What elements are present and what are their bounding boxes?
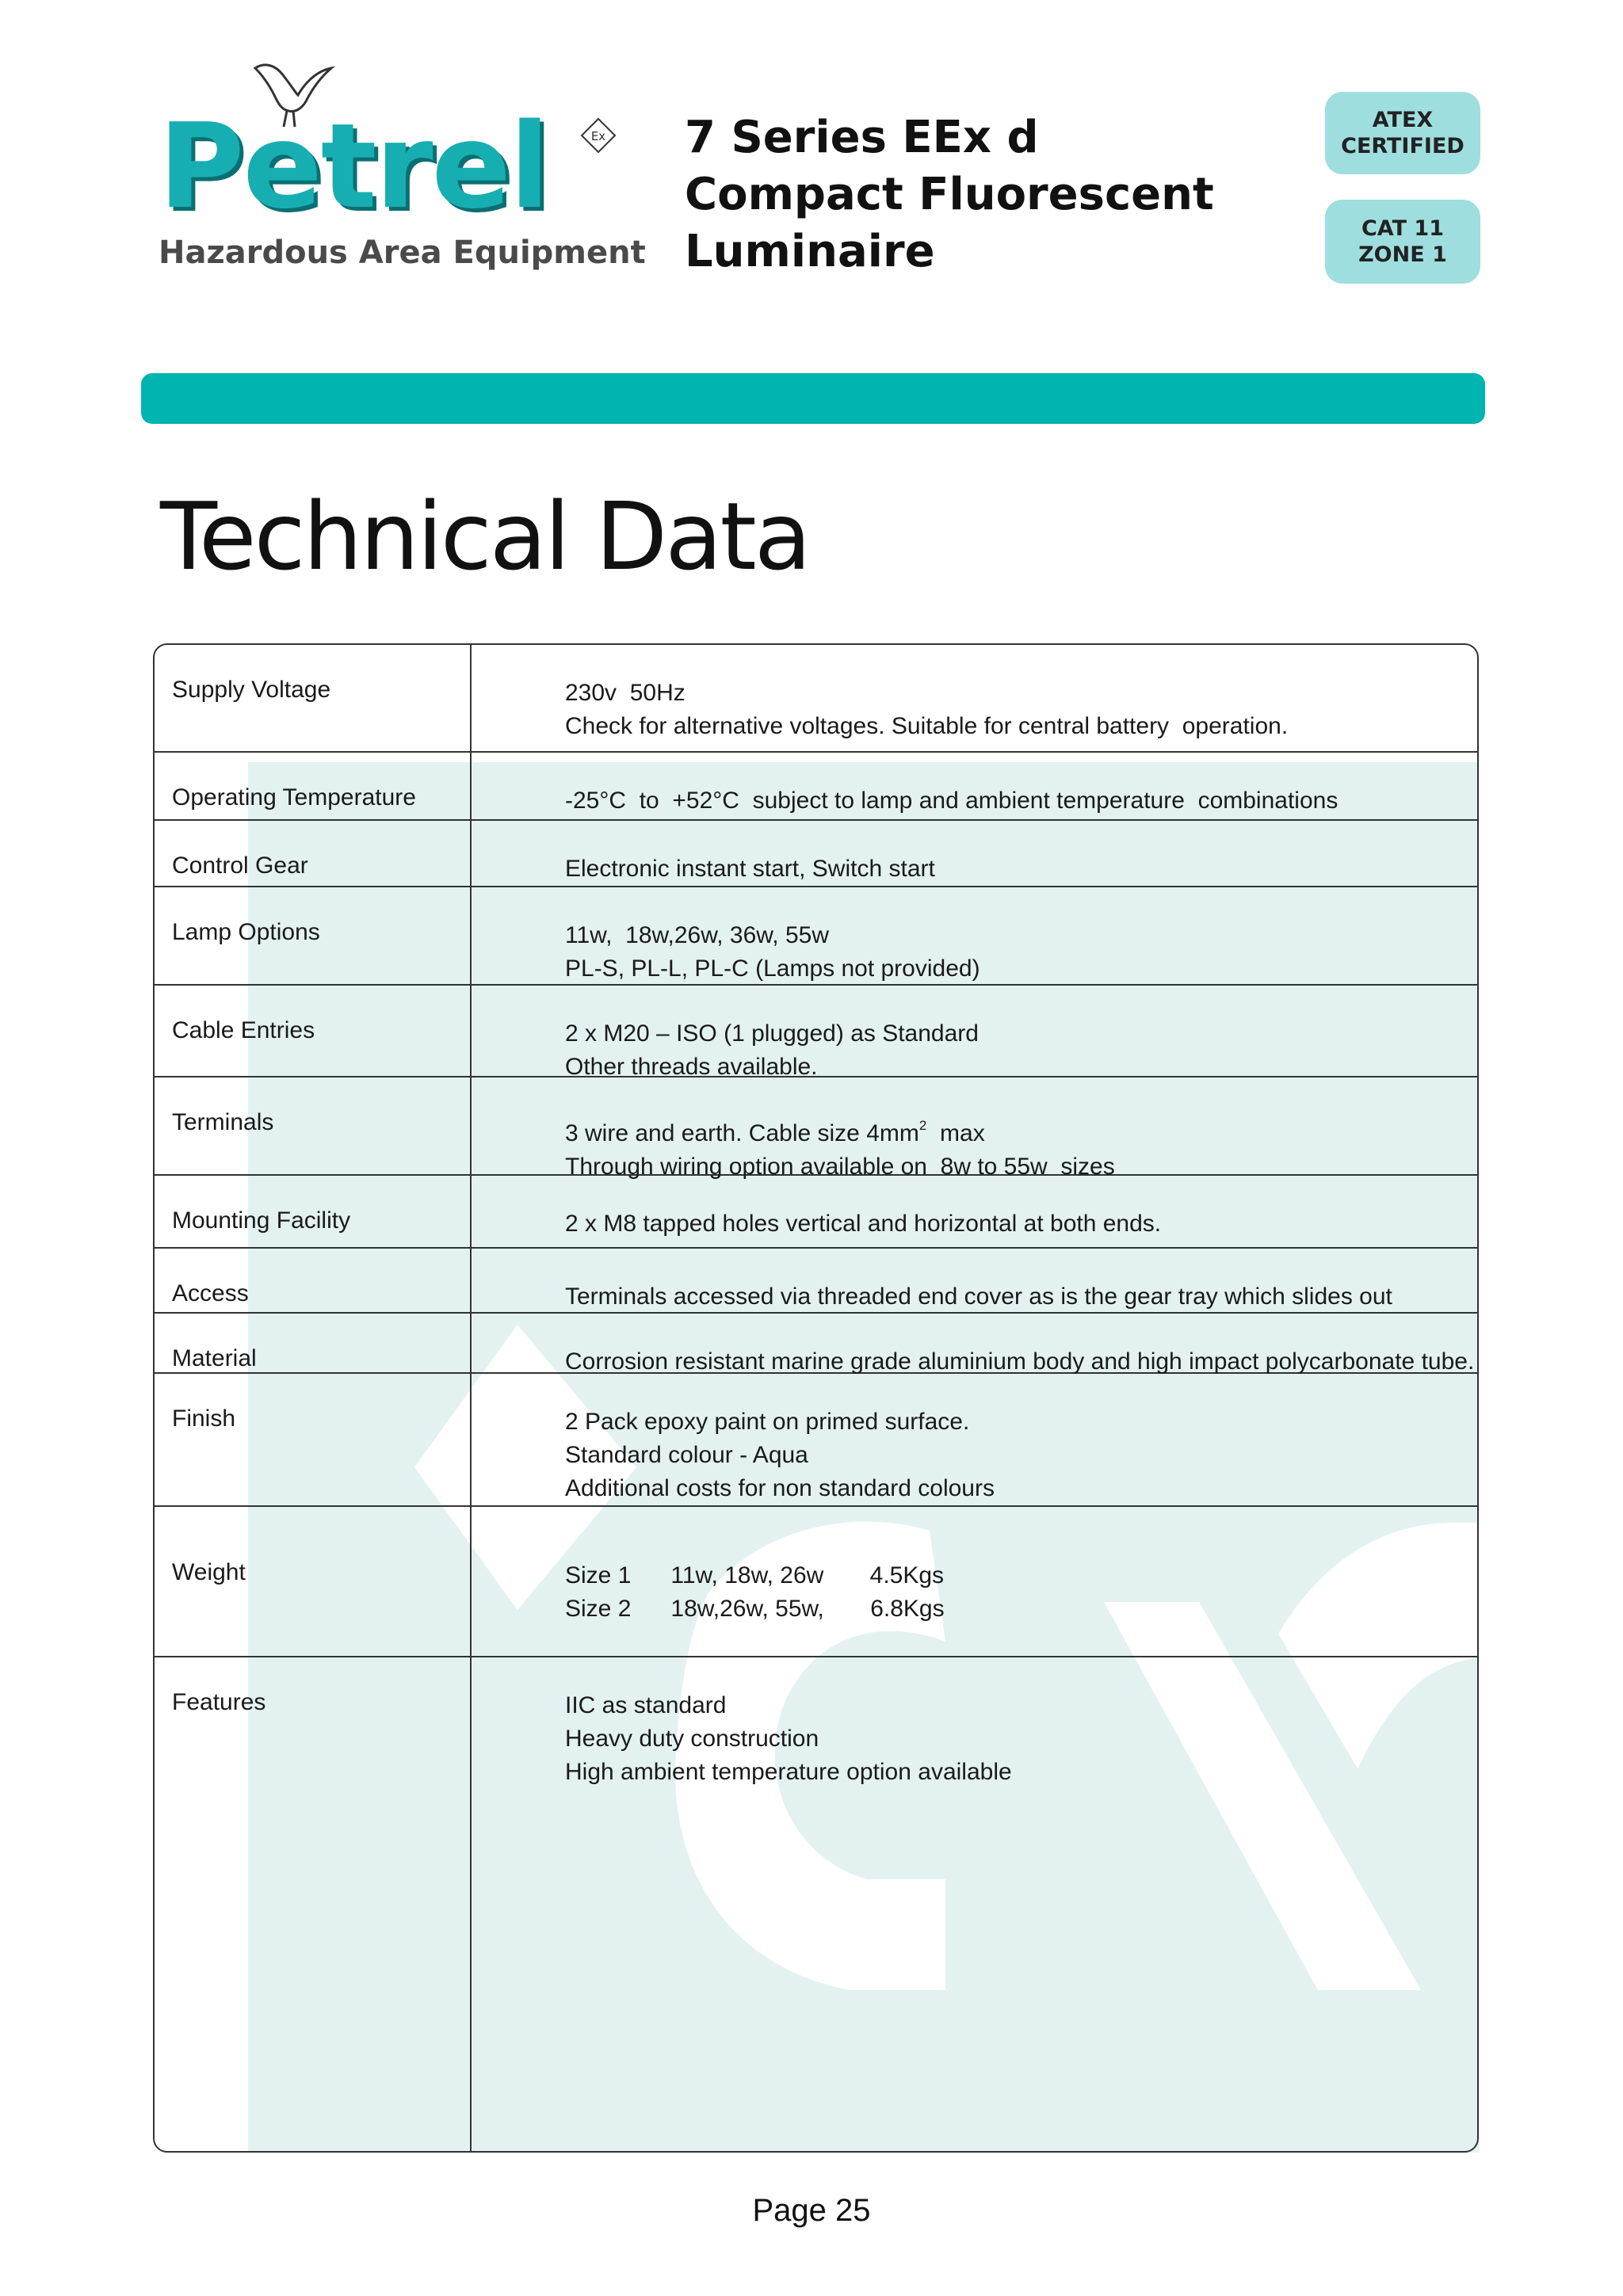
value-line: Through wiring option available on 8w to 55w sizes <box>565 1154 1115 1180</box>
brand-name: Petrel <box>158 98 548 235</box>
row-value <box>565 919 980 986</box>
row-label: Access <box>172 1280 249 1306</box>
value-text: 3 wire and earth. Cable size 4mm <box>565 1120 919 1146</box>
atex-certified-badge <box>1325 92 1480 174</box>
row-value <box>565 1109 1115 1184</box>
table-row <box>155 1507 1477 1657</box>
badge-line: ATEX <box>1372 108 1434 132</box>
row-value <box>565 1017 979 1084</box>
technical-data-table <box>153 643 1479 2153</box>
product-title-line: Luminaire <box>685 226 935 277</box>
table-row <box>155 986 1477 1080</box>
product-title <box>685 109 1255 280</box>
row-label: Finish <box>172 1405 236 1432</box>
zone-badge <box>1325 200 1480 284</box>
value-text: max <box>926 1120 985 1146</box>
table-row <box>155 1249 1477 1314</box>
brand-tagline: Hazardous Area Equipment <box>158 235 646 271</box>
row-label: Operating Temperature <box>172 784 416 810</box>
value-line: Standard colour - Aqua <box>565 1442 808 1468</box>
value-line: Heavy duty construction <box>565 1726 819 1752</box>
row-value <box>565 1689 1012 1789</box>
badge-line: CERTIFIED <box>1341 134 1465 158</box>
table-row <box>155 645 1477 753</box>
row-label: Weight <box>172 1559 246 1585</box>
row-label: Terminals <box>172 1109 274 1135</box>
value-line: Check for alternative voltages. Suitable for central battery operation. <box>565 713 1289 739</box>
table-row <box>155 1314 1477 1374</box>
row-label: Cable Entries <box>172 1017 315 1043</box>
value-line: -25°C to +52°C subject to lamp and ambient temperature combinations <box>565 788 1338 814</box>
row-value <box>565 1559 945 1626</box>
value-line: Corrosion resistant marine grade aluminium body and high impact polycarbonate tube. <box>565 1348 1475 1375</box>
section-title: Technical Data <box>160 482 810 591</box>
product-title-line: 7 Series EEx d <box>685 112 1039 163</box>
table-row <box>155 1374 1477 1507</box>
table-row <box>155 1176 1477 1249</box>
table-row <box>155 1657 1477 2151</box>
row-label: Control Gear <box>172 852 308 879</box>
table-row <box>155 1077 1477 1180</box>
row-value <box>565 852 935 886</box>
value-line: Size 1 11w, 18w, 26w 4.5Kgs <box>565 1562 945 1589</box>
table-row <box>155 887 1477 986</box>
row-value <box>565 784 1338 818</box>
value-line: High ambient temperature option available <box>565 1759 1012 1785</box>
row-label: Material <box>172 1345 257 1371</box>
ex-mark-icon <box>580 117 617 154</box>
value-line: 2 x M20 – ISO (1 plugged) as Standard <box>565 1020 979 1047</box>
row-value <box>565 1280 1392 1314</box>
value-line: PL-S, PL-L, PL-C (Lamps not provided) <box>565 955 980 982</box>
value-line: Electronic instant start, Switch start <box>565 856 935 882</box>
accent-bar <box>141 373 1485 424</box>
ex-mark-label: Ex <box>590 129 606 143</box>
petrel-logo <box>155 60 647 290</box>
value-line: Terminals accessed via threaded end cover as is the gear tray which slides out <box>565 1283 1392 1310</box>
superscript: 2 <box>918 1118 927 1133</box>
value-line: 230v 50Hz <box>565 680 685 706</box>
badge-line: ZONE 1 <box>1358 242 1447 267</box>
table-row <box>155 753 1477 821</box>
value-line <box>565 1109 1115 1150</box>
row-value <box>565 1207 1161 1241</box>
value-line: 2 x M8 tapped holes vertical and horizontal at both ends. <box>565 1211 1162 1237</box>
value-line: IIC as standard <box>565 1692 727 1718</box>
value-line: Other threads available. <box>565 1054 818 1080</box>
value-line: Size 2 18w,26w, 55w, 6.8Kgs <box>565 1596 945 1622</box>
badge-line: CAT 11 <box>1361 216 1444 241</box>
value-line: 2 Pack epoxy paint on primed surface. <box>565 1409 970 1435</box>
row-value <box>565 677 1288 743</box>
row-label: Supply Voltage <box>172 677 331 703</box>
page-number: Page 25 <box>752 2193 871 2228</box>
product-title-line: Compact Fluorescent <box>685 169 1214 220</box>
value-line: Additional costs for non standard colours <box>565 1475 995 1501</box>
row-label: Lamp Options <box>172 919 320 945</box>
row-label: Mounting Facility <box>172 1207 351 1234</box>
value-line: 11w, 18w,26w, 36w, 55w <box>565 922 830 948</box>
table-row <box>155 821 1477 887</box>
row-value <box>565 1405 995 1505</box>
row-label: Features <box>172 1689 266 1715</box>
